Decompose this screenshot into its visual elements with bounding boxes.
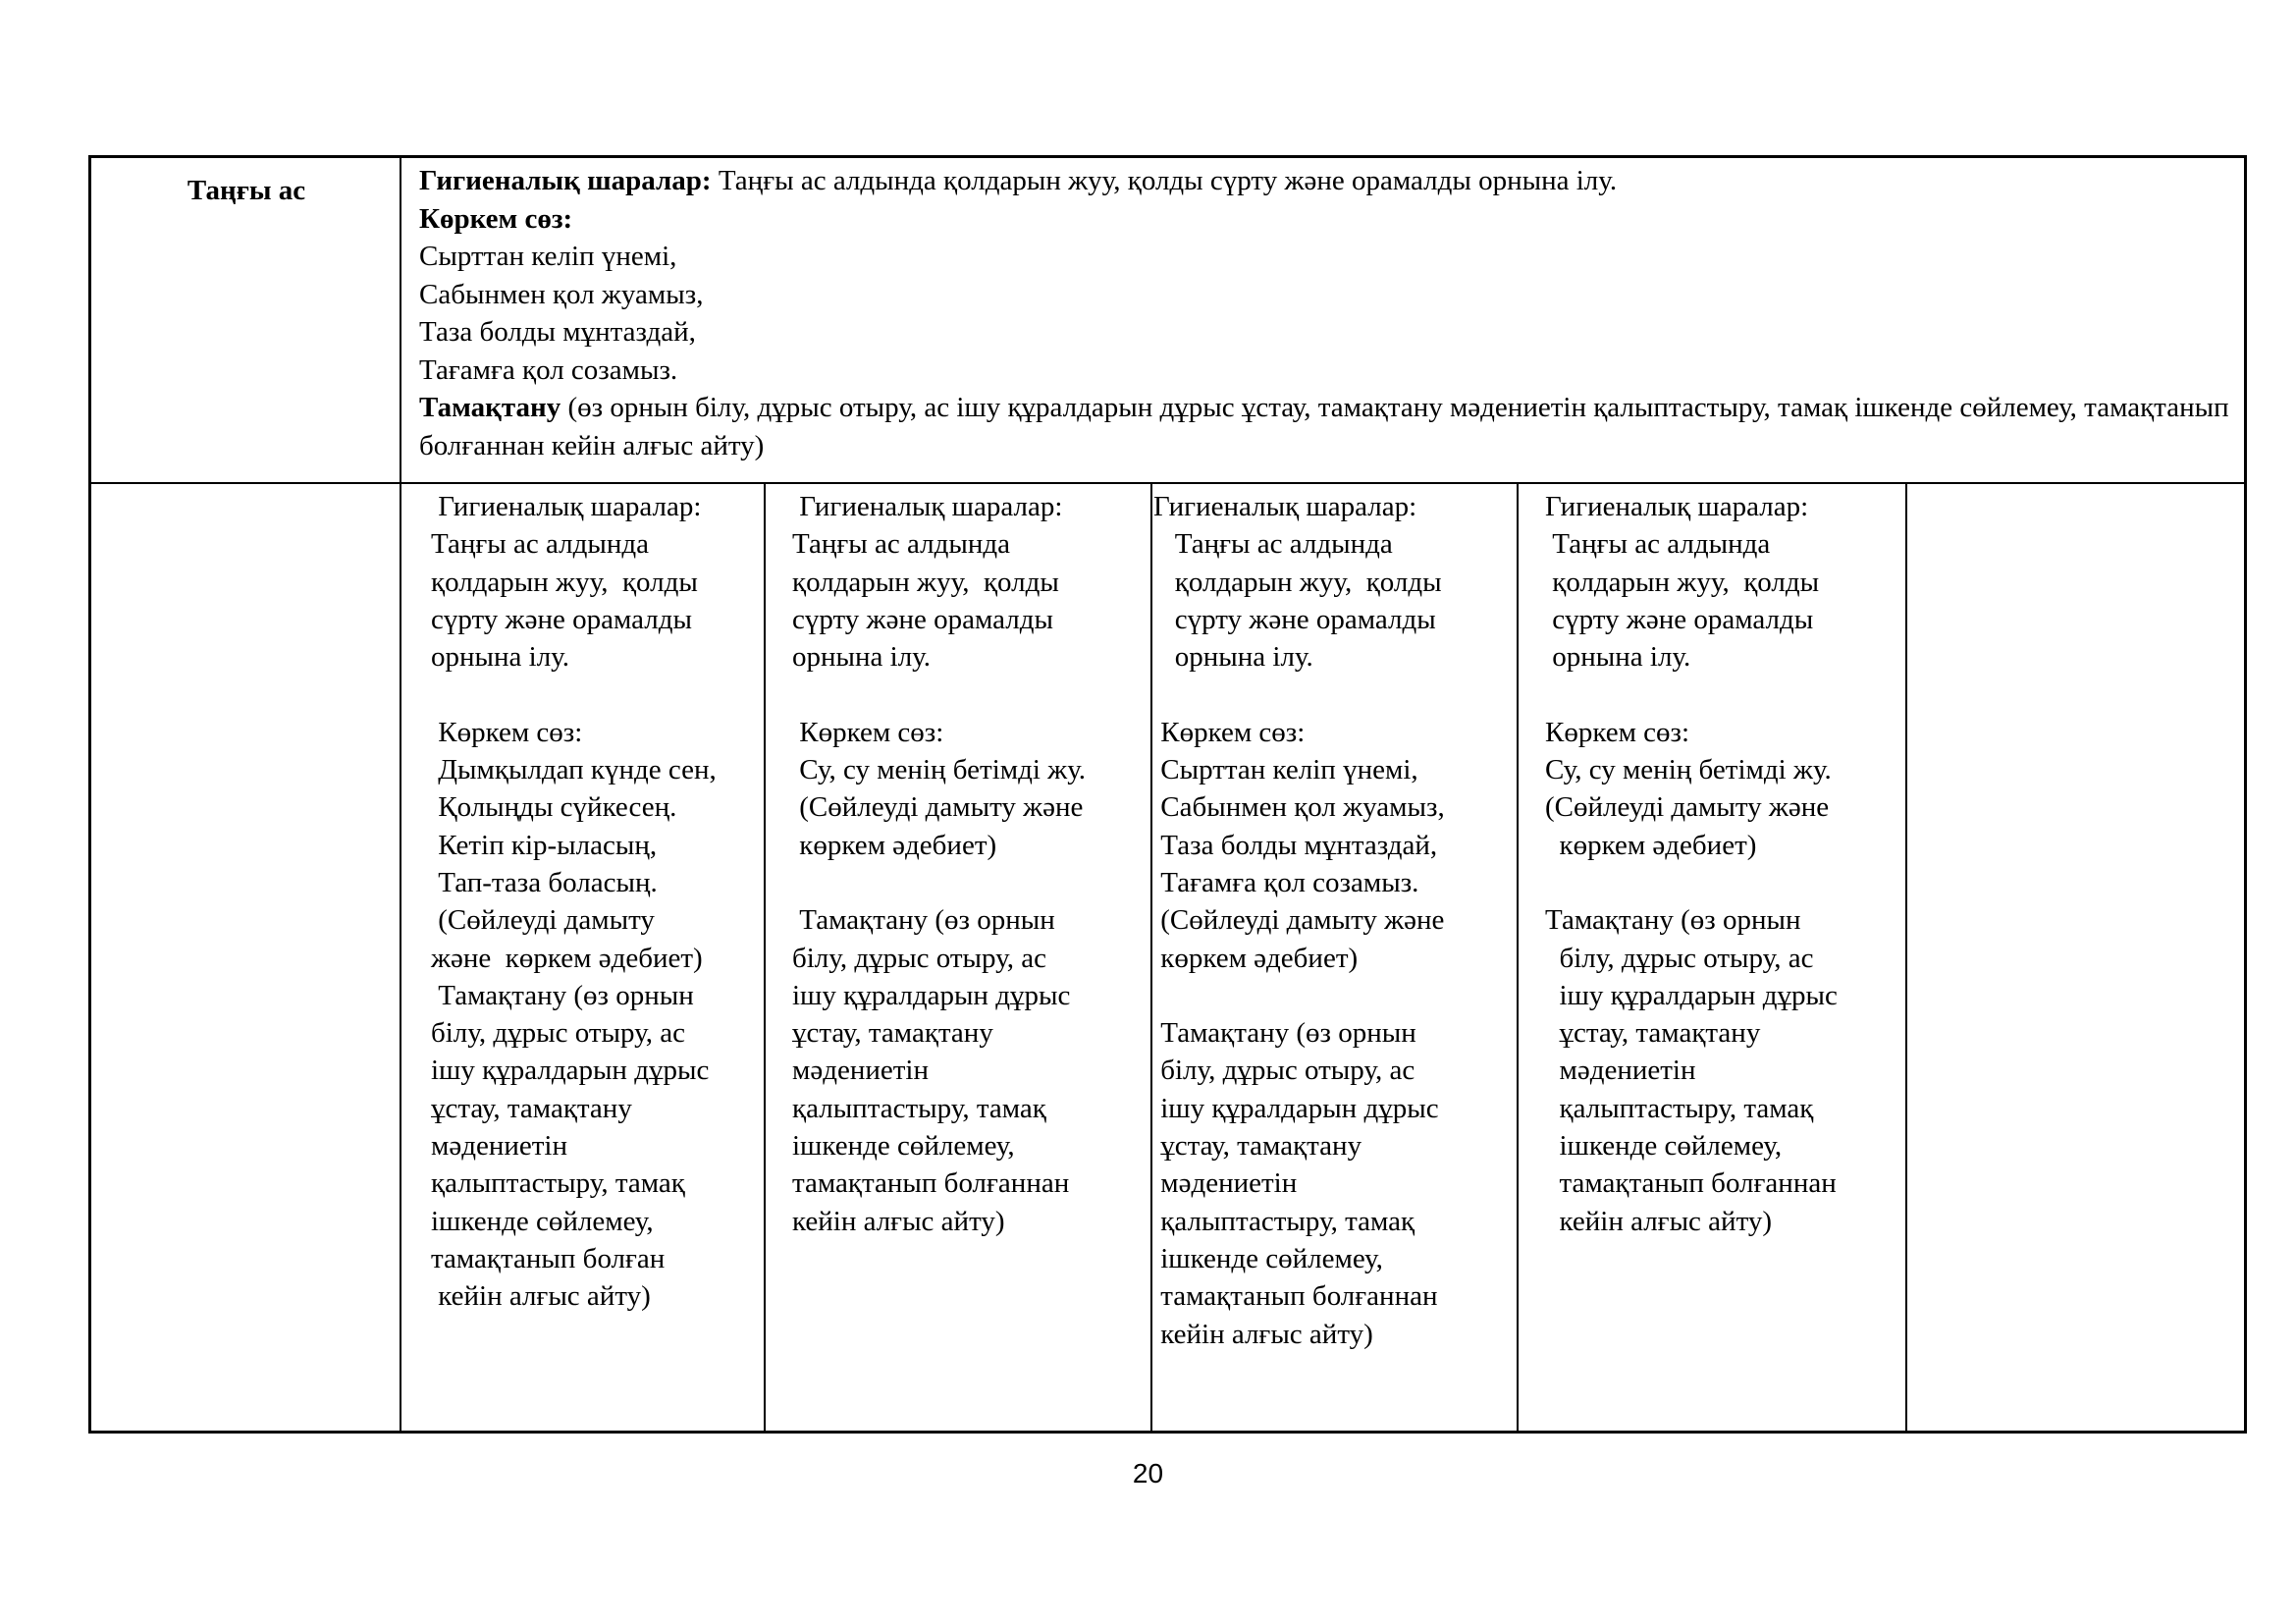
page-number: 20 [1132,1458,1164,1489]
column-divider-3 [1517,482,1519,1431]
label-column-divider [400,158,401,1431]
day-column-2: Гигиеналық шаралар: Таңғы ас алдында қолдарын жуу, қолды сүрту және орамалды орнына ілу. Көркем сөз: Су, су менің бетімді жу. (Сөйлеуді дамыту және көркем әдебиет) Тамақтану (өз орнын білу, дұрыс отыру, ас ішу құралдарын дұрыс ұстау, тамақтану мәдениетін қалыптастыру, тамақ ішкенде сөйлемеу, тамақтанып болғаннан кейін алғыс айту) [792,491,1087,1237]
column-divider-4 [1905,482,1907,1431]
poem-line: Тағамға қол созамыз. [419,353,678,386]
eating-label: Тамақтану [419,392,561,423]
poem-line: Сабынмен қол жуамыз, [419,278,704,310]
eating-line [419,389,2230,464]
row-divider [91,482,2244,484]
hygiene-line [419,162,2230,200]
general-description-cell [419,162,2230,464]
day-column-3: Гигиеналық шаралар: Таңғы ас алдында қолдарын жуу, қолды сүрту және орамалды орнына ілу. Көркем сөз: Сырттан келіп үнемі, Сабынмен қол жуамыз, Таза болды мұнтаздай, Тағамға қол созамыз. (Сөйлеуді дамыту және көркем әдебиет) Тамақтану (өз орнын білу, дұрыс отыру, ас ішу құралдарын дұрыс ұстау, тамақтану мәдениетін қалыптастыру, тамақ ішкенде сөйлемеу, тамақтанып болғаннан кейін алғыс айту) [1153,491,1445,1350]
hygiene-text: Таңғы ас алдында қолдарын жуу, қолды сүрту және орамалды орнына ілу. [711,165,1618,196]
column-divider-1 [764,482,766,1431]
art-word-label: Көркем сөз: [419,202,573,235]
poem-line: Сырттан келіп үнемі, [419,241,677,272]
day-column-4: Гигиеналық шаралар: Таңғы ас алдында қолдарын жуу, қолды сүрту және орамалды орнына ілу. Көркем сөз: Су, су менің бетімді жу. (Сөйлеуді дамыту және көркем әдебиет) Тамақтану (өз орнын білу, дұрыс отыру, ас ішу құралдарын дұрыс ұстау, тамақтану мәдениетін қалыптастыру, тамақ ішкенде сөйлемеу, тамақтанып болғаннан кейін алғыс айту) [1545,491,1838,1237]
hygiene-label: Гигиеналық шаралар: [419,165,712,196]
day-column-1: Гигиеналық шаралар: Таңғы ас алдында қолдарын жуу, қолды сүрту және орамалды орнына ілу. Көркем сөз: Дымқылдап күнде сен, Қолыңды сүйкесең. Кетіп кір-ыласың, Тап-таза боласың. (Сөйлеуді дамыту және көркем әдебиет) Тамақтану (өз орнын білу, дұрыс отыру, ас ішу құралдарын дұрыс ұстау, тамақтану мәдениетін қалыптастыру, тамақ ішкенде сөйлемеу, тамақтанып болған кейін алғыс айту) [431,491,717,1313]
column-divider-2 [1150,482,1152,1431]
eating-text: (өз орнын білу, дұрыс отыру, ас ішу құралдарын дұрыс ұстау, тамақтану мәдениетін қалыптастыру, тамақ ішкенде сөйлемеу, тамақтанып болғаннан кейін алғыс айту) [419,392,2229,461]
row-label: Таңғы ас [187,175,306,206]
daily-routine-table [88,155,2247,1434]
poem-line: Таза болды мұнтаздай, [419,316,696,348]
